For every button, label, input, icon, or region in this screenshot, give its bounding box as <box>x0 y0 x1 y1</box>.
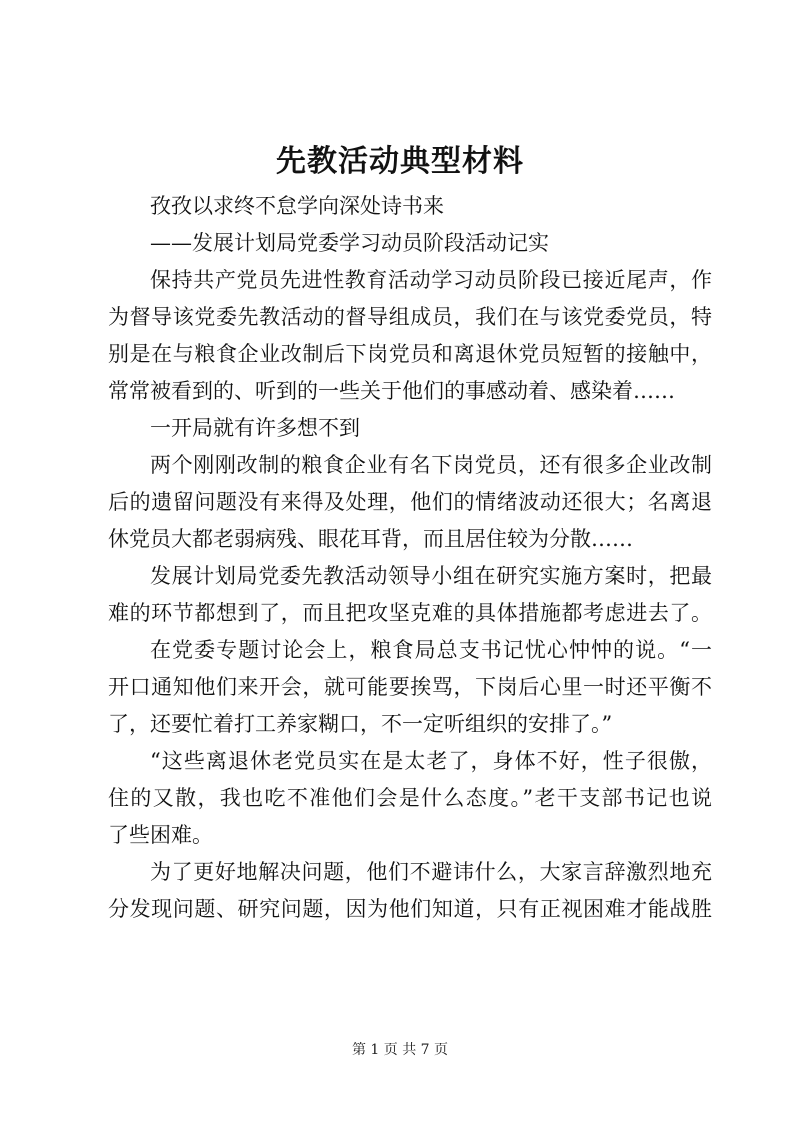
text-line: 分发现问题、研究问题，因为他们知道，只有正视困难才能战胜 <box>108 897 712 921</box>
text-line: 一开局就有许多想不到 <box>150 416 360 440</box>
text-line: 为督导该党委先教活动的督导组成员，我们在与该党委党员，特 <box>108 305 712 329</box>
text-line: 住的又散，我也吃不准他们会是什么态度。”老干支部书记也说 <box>108 786 712 810</box>
text-line: 常常被看到的、听到的一些关于他们的事感动着、感染着…… <box>108 379 675 403</box>
text-line: 保持共产党员先进性教育活动学习动员阶段已接近尾声，作 <box>150 268 712 292</box>
text-line: “这些离退休老党员实在是太老了，身体不好，性子很傲， <box>150 749 712 773</box>
text-line: 难的环节都想到了，而且把攻坚克难的具体措施都考虑进去了。 <box>108 601 712 625</box>
document-body <box>108 188 712 928</box>
text-line: 孜孜以求终不怠学向深处诗书来 <box>150 194 444 218</box>
text-line: 了，还要忙着打工养家糊口，不一定听组织的安排了。” <box>108 712 613 736</box>
text-line: 在党委专题讨论会上，粮食局总支书记忧心忡忡的说。“一 <box>150 638 712 662</box>
text-line: 开口通知他们来开会，就可能要挨骂，下岗后心里一时还平衡不 <box>108 675 712 699</box>
text-line: 后的遗留问题没有来得及处理，他们的情绪波动还很大；名离退 <box>108 490 712 514</box>
text-line: 为了更好地解决问题，他们不避讳什么，大家言辞激烈地充 <box>150 860 712 884</box>
document-title: 先教活动典型材料 <box>276 144 524 179</box>
text-line: 两个刚刚改制的粮食企业有名下岗党员，还有很多企业改制 <box>150 453 712 477</box>
text-line: 别是在与粮食企业改制后下岗党员和离退休党员短暂的接触中， <box>108 342 712 366</box>
text-line: 休党员大都老弱病残、眼花耳背，而且居住较为分散…… <box>108 527 633 551</box>
text-line: 发展计划局党委先教活动领导小组在研究实施方案时，把最 <box>150 564 712 588</box>
text-line: 了些困难。 <box>108 823 213 847</box>
page-footer: 第 1 页 共 7 页 <box>351 1042 449 1058</box>
text-line: ——发展计划局党委学习动员阶段活动记实 <box>150 231 549 255</box>
